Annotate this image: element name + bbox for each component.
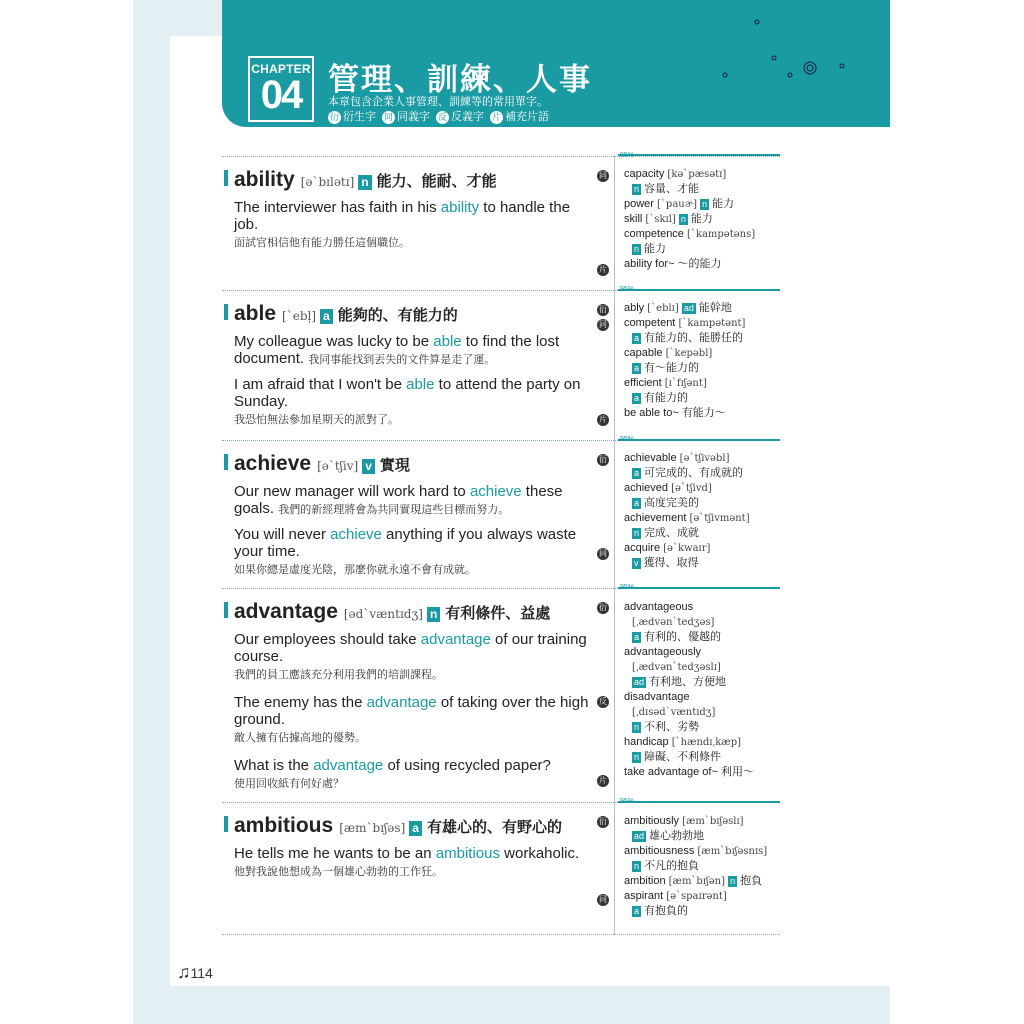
related-pron: [ˋeblɪ]	[647, 303, 679, 314]
related-item	[624, 541, 784, 556]
legend-label: 衍生字	[343, 111, 376, 123]
related-item	[624, 690, 784, 705]
related-words	[624, 814, 784, 919]
synonym-mark-icon: 同	[599, 320, 607, 329]
percent-label: 95%	[620, 436, 635, 443]
related-word: ably	[624, 302, 645, 314]
related-pron: [ˋkampətəns]	[687, 229, 756, 240]
example-highlight: able	[433, 333, 462, 350]
gloss-text: 利用～	[720, 766, 754, 778]
synonym-mark-icon: 同	[383, 112, 393, 122]
related-phrase: ability for~	[624, 258, 675, 270]
related-pron: [əˋtʃivd]	[671, 483, 712, 494]
headword: achieve	[234, 452, 312, 475]
example-sentence	[234, 694, 594, 747]
gloss-text: 能力	[690, 213, 713, 225]
related-word: advantageous	[624, 601, 694, 613]
example-translation: 我們的新經理將會為共同實現這些目標而努力。	[278, 504, 510, 516]
example-sentence	[234, 526, 594, 579]
section-separator	[222, 934, 780, 935]
related-pron: [æmˋbɪʃəslɪ]	[682, 816, 744, 827]
section-rule	[618, 289, 780, 291]
pos-tag: n	[634, 244, 640, 254]
derivative-mark-icon: 衍	[599, 817, 607, 826]
related-words	[624, 167, 784, 272]
related-item	[624, 814, 784, 829]
example-text: of our training course.	[234, 631, 587, 665]
related-pron: [ˌdɪsədˋvæntɪdʒ]	[632, 707, 716, 718]
related-pron-line	[624, 615, 784, 630]
related-gloss	[624, 242, 784, 257]
related-gloss	[624, 496, 784, 511]
related-item	[624, 451, 784, 466]
related-item	[624, 844, 784, 859]
example-text: to attend the party on Sunday.	[234, 376, 581, 410]
related-pron: [əˋkwaɪr]	[663, 543, 711, 554]
synonym-mark-icon: 同	[599, 549, 607, 558]
entry-bar	[224, 602, 228, 618]
gloss-text: 雄心勃勃地	[649, 830, 705, 842]
related-word: acquire	[624, 542, 661, 554]
related-pron: [æmˋbɪʃən]	[668, 876, 725, 887]
related-gloss	[624, 904, 784, 919]
chapter-number: 04	[260, 73, 302, 117]
related-pron: [ˋskɪl]	[645, 214, 676, 225]
gloss-text: 有能力～	[681, 407, 726, 419]
related-item	[624, 167, 784, 182]
related-word: achievement	[624, 512, 687, 524]
pos-tag: n	[634, 184, 640, 194]
related-word: achieved	[624, 482, 669, 494]
gloss-text: 有利的、優越的	[644, 631, 722, 643]
pos-tag: a	[634, 906, 640, 916]
related-item	[624, 197, 784, 212]
example-sentence	[234, 376, 594, 429]
gloss-text: 有～能力的	[644, 362, 700, 374]
related-pron: [əˋspaɪrənt]	[666, 891, 727, 902]
percent-label: 95%	[620, 584, 635, 591]
meaning: 實現	[379, 457, 410, 474]
gloss-text: ～的能力	[677, 258, 722, 270]
related-gloss	[624, 750, 784, 765]
related-item	[624, 257, 784, 272]
example-text: The enemy has the	[234, 694, 367, 711]
legend	[328, 108, 549, 124]
related-gloss	[624, 331, 784, 346]
synonym-mark-icon: 同	[599, 171, 607, 180]
example-text: of using recycled paper?	[383, 757, 551, 774]
entry-bar	[224, 304, 228, 320]
related-word: capable	[624, 347, 663, 359]
pos-tag: n	[634, 861, 640, 871]
entry-bar	[224, 454, 228, 470]
percent-label: 95%	[620, 798, 635, 805]
related-word: skill	[624, 213, 643, 225]
entry-headword	[224, 600, 550, 624]
chapter-subtitle: 本章包含企業人事管理、訓練等的常用單字。	[328, 96, 548, 108]
pos-tag: a	[634, 468, 640, 478]
example-sentence	[234, 483, 594, 519]
entry-bar	[224, 170, 228, 186]
gloss-text: 能力	[644, 243, 667, 255]
related-item	[624, 645, 784, 660]
gloss-text: 有能力的	[644, 392, 689, 404]
related-word: ambition	[624, 875, 666, 887]
phrase-mark-icon: 片	[599, 265, 607, 274]
entry-headword	[224, 302, 458, 326]
section-rule	[618, 801, 780, 803]
legend-item	[382, 108, 430, 124]
pos-tag: n	[680, 214, 686, 224]
gloss-text: 容量、才能	[644, 183, 700, 195]
related-word: aspirant	[624, 890, 664, 902]
part-of-speech: a	[409, 821, 422, 836]
related-pron: [kəˋpæsətɪ]	[667, 169, 727, 180]
percent-label: 95%	[620, 152, 635, 159]
decorative-dots	[722, 18, 862, 88]
pos-tag: n	[730, 876, 736, 886]
example-text: Our employees should take	[234, 631, 421, 648]
part-of-speech: n	[358, 175, 371, 190]
pronunciation: [əˋtʃiv]	[317, 459, 359, 473]
example-text: workaholic.	[499, 845, 580, 862]
example-highlight: ambitious	[435, 845, 500, 862]
gloss-text: 能幹地	[698, 302, 732, 314]
pronunciation: [ədˋvæntɪdʒ]	[343, 607, 423, 621]
example-text: I am afraid that I won't be	[234, 376, 407, 393]
related-gloss	[624, 361, 784, 376]
example-text: What is the	[234, 757, 314, 774]
pos-tag: n	[702, 199, 708, 209]
example-highlight: achieve	[469, 483, 522, 500]
related-pron-line	[624, 705, 784, 720]
example-translation: 使用回收紙有何好處？	[234, 778, 344, 790]
headword: able	[234, 302, 277, 325]
legend-item	[490, 108, 549, 124]
example-text: He tells me he wants to be an	[234, 845, 436, 862]
gloss-text: 有能力的、能勝任的	[644, 332, 744, 344]
meaning: 有利條件、益處	[445, 605, 551, 622]
derivative-mark-icon: 衍	[329, 112, 339, 122]
related-item	[624, 600, 784, 615]
related-item	[624, 406, 784, 421]
gloss-text: 高度完美的	[644, 497, 700, 509]
example-highlight: able	[406, 376, 435, 393]
pos-tag: ad	[634, 677, 645, 687]
part-of-speech: n	[427, 607, 440, 622]
gloss-text: 有抱負的	[644, 905, 689, 917]
pos-tag: a	[634, 393, 640, 403]
entry-bar	[224, 816, 228, 832]
related-item	[624, 376, 784, 391]
related-gloss	[624, 556, 784, 571]
example-sentence	[234, 631, 594, 684]
related-pron: [ˋhændɪˌkæp]	[671, 737, 742, 748]
headword: ambitious	[234, 814, 334, 837]
percent-label: 95%	[620, 286, 635, 293]
section-rule	[618, 439, 780, 441]
example-text: of taking over the high ground.	[234, 694, 589, 728]
antonym-mark-icon: 反	[437, 112, 447, 122]
headword: ability	[234, 168, 295, 191]
related-word: achievable	[624, 452, 677, 464]
chapter-word: CHAPTER	[251, 62, 311, 76]
related-item	[624, 346, 784, 361]
pos-tag: n	[634, 752, 640, 762]
pos-tag: a	[634, 333, 640, 343]
example-text: You will never	[234, 526, 331, 543]
related-gloss	[624, 675, 784, 690]
entry-headword	[224, 452, 410, 476]
related-item	[624, 874, 784, 889]
derivative-mark-icon: 衍	[599, 603, 607, 612]
example-sentence	[234, 845, 594, 881]
gloss-text: 能力	[712, 198, 735, 210]
headword: advantage	[234, 600, 338, 623]
example-text: to handle the job.	[234, 199, 571, 233]
example-translation: 他對我說他想成為一個雄心勃勃的工作狂。	[234, 866, 443, 878]
gloss-text: 可完成的、有成就的	[644, 467, 744, 479]
section-rule	[618, 587, 780, 589]
example-highlight: advantage	[420, 631, 491, 648]
pos-tag: n	[634, 528, 640, 538]
gloss-text: 獲得、取得	[643, 557, 699, 569]
pos-tag: a	[634, 498, 640, 508]
gloss-text: 不利、劣勢	[644, 721, 700, 733]
meaning: 能夠的、有能力的	[337, 307, 458, 324]
example-highlight: advantage	[366, 694, 437, 711]
related-pron: [ˌædvənˋtedʒəslɪ]	[632, 662, 721, 673]
related-pron: [əˋtʃivəbl]	[679, 453, 730, 464]
related-words	[624, 301, 784, 421]
part-of-speech: a	[320, 309, 333, 324]
pos-tag: ad	[634, 831, 645, 841]
related-pron: [ˌædvənˋtedʒəs]	[632, 617, 715, 628]
gloss-text: 不凡的抱負	[644, 860, 700, 872]
antonym-mark-icon: 反	[599, 697, 607, 706]
example-text: My colleague was lucky to be	[234, 333, 434, 350]
related-word: disadvantage	[624, 691, 690, 703]
derivative-mark-icon: 衍	[599, 305, 607, 314]
related-item	[624, 511, 784, 526]
related-item	[624, 227, 784, 242]
related-phrase: take advantage of~	[624, 766, 718, 778]
example-text: The interviewer has faith in his	[234, 199, 441, 216]
derivative-mark-icon: 衍	[599, 455, 607, 464]
related-item	[624, 316, 784, 331]
example-highlight: ability	[440, 199, 480, 216]
chapter-badge	[248, 56, 314, 122]
gloss-text: 抱負	[740, 875, 763, 887]
example-translation: 我同事能找到丟失的文件算是走了運。	[308, 354, 496, 366]
related-pron: [ˋpauɚ]	[657, 199, 698, 210]
related-word: power	[624, 198, 654, 210]
legend-label: 反義字	[451, 111, 484, 123]
legend-label: 補充片語	[505, 111, 549, 123]
example-sentence	[234, 199, 594, 252]
related-word: competent	[624, 317, 676, 329]
entry-headword	[224, 168, 497, 192]
example-translation: 面試官相信他有能力勝任這個職位。	[234, 237, 410, 249]
legend-label: 同義字	[397, 111, 430, 123]
related-gloss	[624, 630, 784, 645]
meaning: 能力、能耐、才能	[376, 173, 497, 190]
related-gloss	[624, 829, 784, 844]
pronunciation: [æmˋbɪʃəs]	[339, 821, 406, 835]
pronunciation: [əˋbɪlətɪ]	[300, 175, 355, 189]
related-word: efficient	[624, 377, 662, 389]
example-highlight: advantage	[313, 757, 384, 774]
music-note-icon: ♫	[177, 962, 191, 982]
example-text: anything if you always waste your time.	[234, 526, 577, 560]
related-pron: [ˋkampətənt]	[678, 318, 746, 329]
gloss-text: 障礙、不利條件	[644, 751, 722, 763]
related-words	[624, 451, 784, 571]
column-divider	[614, 155, 615, 935]
phrase-mark-icon: 片	[491, 112, 501, 122]
related-word: capacity	[624, 168, 665, 180]
phrase-mark-icon: 片	[599, 776, 607, 785]
related-gloss	[624, 466, 784, 481]
part-of-speech: v	[362, 459, 375, 474]
example-text: Our new manager will work hard to	[234, 483, 470, 500]
related-pron: [æmˋbɪʃəsnɪs]	[697, 846, 768, 857]
related-item	[624, 765, 784, 780]
related-gloss	[624, 720, 784, 735]
related-gloss	[624, 859, 784, 874]
related-gloss	[624, 391, 784, 406]
related-gloss	[624, 182, 784, 197]
related-item	[624, 735, 784, 750]
page-footer	[177, 962, 213, 983]
chapter-title: 管理、訓練、人事	[328, 62, 592, 97]
example-text: to find the lost document.	[234, 333, 560, 367]
example-translation: 敵人擁有佔據高地的優勢。	[234, 732, 366, 744]
gloss-text: 有利地、方便地	[649, 676, 727, 688]
related-pron: [ˋkepəbl]	[665, 348, 713, 359]
related-word: advantageously	[624, 646, 702, 658]
section-separator	[222, 156, 780, 157]
legend-item	[436, 108, 484, 124]
page-number: 114	[190, 965, 213, 981]
related-word: ambitiousness	[624, 845, 695, 857]
example-sentence	[234, 757, 594, 793]
pos-tag: v	[634, 558, 639, 568]
example-sentence	[234, 333, 594, 369]
example-translation: 我恐怕無法參加星期天的派對了。	[234, 414, 399, 426]
entry-headword	[224, 814, 562, 838]
related-gloss	[624, 526, 784, 541]
section-rule	[618, 154, 780, 156]
legend-item	[328, 108, 376, 124]
related-word: competence	[624, 228, 684, 240]
pos-tag: a	[634, 363, 640, 373]
related-pron: [ɪˋfɪʃənt]	[664, 378, 707, 389]
related-phrase: be able to~	[624, 407, 679, 419]
phrase-mark-icon: 片	[599, 415, 607, 424]
pos-tag: a	[634, 632, 640, 642]
related-pron-line	[624, 660, 784, 675]
example-text: these goals.	[234, 483, 563, 517]
meaning: 有雄心的、有野心的	[426, 819, 562, 836]
related-item	[624, 212, 784, 227]
example-highlight: achieve	[330, 526, 382, 543]
related-words	[624, 600, 784, 780]
pos-tag: n	[634, 722, 640, 732]
related-pron: [əˋtʃivmənt]	[689, 513, 750, 524]
related-word: handicap	[624, 736, 669, 748]
related-item	[624, 301, 784, 316]
related-item	[624, 889, 784, 904]
gloss-text: 完成、成就	[644, 527, 700, 539]
synonym-mark-icon: 同	[599, 895, 607, 904]
pos-tag: ad	[683, 303, 694, 313]
example-translation: 如果你總是虛度光陰，那麼你就永遠不會有成就。	[234, 564, 476, 576]
related-word: ambitiously	[624, 815, 680, 827]
example-translation: 我們的員工應該充分利用我們的培訓課程。	[234, 669, 443, 681]
related-item	[624, 481, 784, 496]
pronunciation: [ˋebl̩]	[282, 309, 317, 323]
